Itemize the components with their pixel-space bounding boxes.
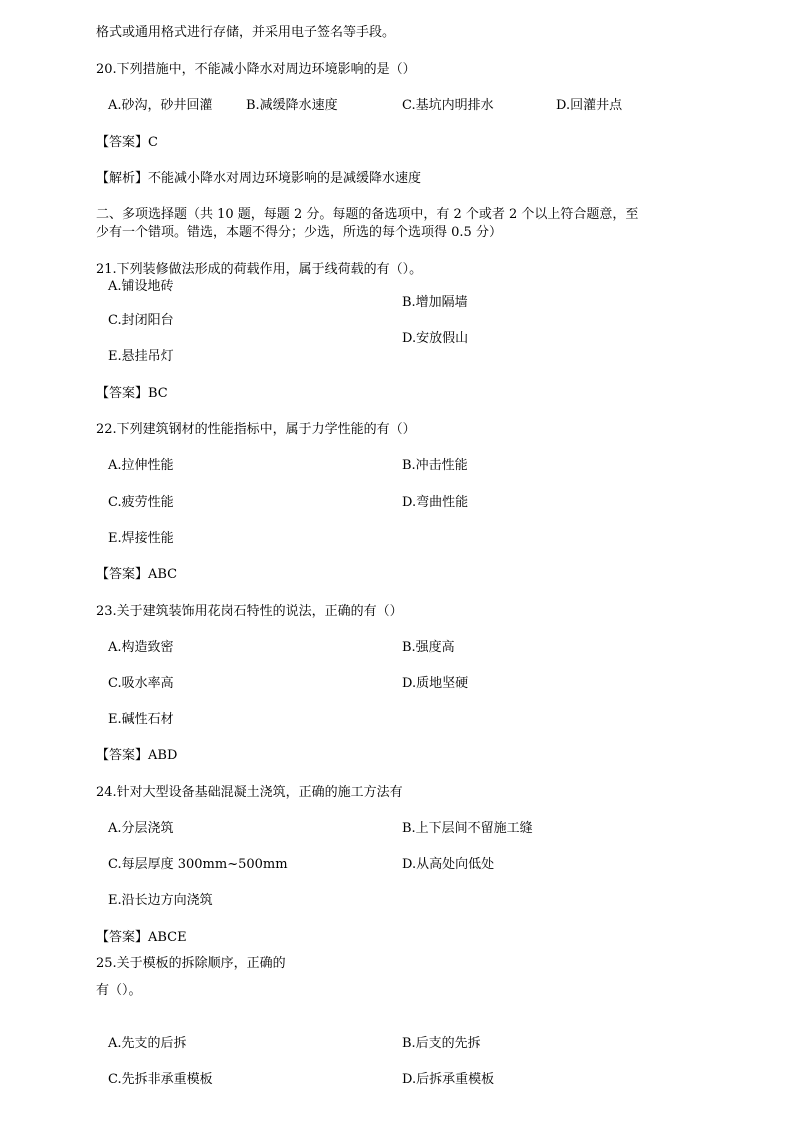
question-25-stem-line-1: 25.关于模板的拆除顺序，正确的: [96, 956, 286, 971]
intro-text: 格式或通用格式进行存储，并采用电子签名等手段。: [96, 25, 396, 40]
q20-analysis: 【解析】不能减小降水对周边环境影响的是减缓降水速度: [96, 171, 422, 186]
q25-option-c: C.先拆非承重模板: [108, 1072, 213, 1087]
q23-answer: 【答案】ABD: [96, 748, 178, 763]
q22-option-d: D.弯曲性能: [402, 495, 469, 510]
q23-option-b: B.强度高: [402, 640, 455, 655]
q23-option-e: E.碱性石材: [108, 712, 174, 727]
q23-option-a: A.构造致密: [108, 640, 174, 655]
q22-option-c: C.疲劳性能: [108, 495, 174, 510]
q22-answer: 【答案】ABC: [96, 567, 178, 582]
section-heading-line-2: 少有一个错项。错选，本题不得分；少选，所选的每个选项得 0.5 分）: [96, 225, 502, 240]
q23-option-d: D.质地坚硬: [402, 676, 469, 691]
q22-option-b: B.冲击性能: [402, 458, 468, 473]
q22-option-e: E.焊接性能: [108, 531, 174, 546]
q24-option-e: E.沿长边方向浇筑: [108, 893, 213, 908]
q23-option-c: C.吸水率高: [108, 676, 174, 691]
q21-option-c: C.封闭阳台: [108, 313, 174, 328]
q24-answer: 【答案】ABCE: [96, 930, 187, 945]
q20-option-c: C.基坑内明排水: [402, 98, 494, 113]
question-22-stem: 22.下列建筑钢材的性能指标中，属于力学性能的有（）: [96, 422, 416, 437]
q24-option-b: B.上下层间不留施工缝: [402, 821, 533, 836]
question-25-stem-line-2: 有（）。: [96, 983, 142, 998]
q21-option-d: D.安放假山: [402, 331, 469, 346]
q25-option-a: A.先支的后拆: [108, 1036, 187, 1051]
question-21-stem: 21.下列装修做法形成的荷载作用，属于线荷载的有（）。: [96, 262, 423, 277]
question-23-stem: 23.关于建筑装饰用花岗石特性的说法，正确的有（）: [96, 604, 403, 619]
q20-option-d: D.回灌井点: [556, 98, 623, 113]
q21-answer: 【答案】BC: [96, 386, 168, 401]
q24-option-c: C.每层厚度 300mm~500mm: [108, 857, 288, 872]
q22-option-a: A.拉伸性能: [108, 458, 174, 473]
q20-option-b: B.减缓降水速度: [246, 98, 338, 113]
q20-answer: 【答案】C: [96, 135, 158, 150]
q21-option-b: B.增加隔墙: [402, 295, 468, 310]
question-24-stem: 24.针对大型设备基础混凝土浇筑，正确的施工方法有: [96, 785, 403, 800]
q21-option-a: A.铺设地砖: [108, 279, 174, 294]
q20-option-a: A.砂沟，砂井回灌: [108, 98, 213, 113]
q24-option-d: D.从高处向低处: [402, 857, 495, 872]
q25-option-d: D.后拆承重模板: [402, 1072, 495, 1087]
q21-option-e: E.悬挂吊灯: [108, 349, 174, 364]
q24-option-a: A.分层浇筑: [108, 821, 174, 836]
q25-option-b: B.后支的先拆: [402, 1036, 481, 1051]
question-20-stem: 20.下列措施中，不能减小降水对周边环境影响的是（）: [96, 62, 416, 77]
section-heading-line-1: 二、多项选择题（共 10 题，每题 2 分。每题的备选项中，有 2 个或者 2 个以上符合题意，至: [96, 207, 639, 222]
